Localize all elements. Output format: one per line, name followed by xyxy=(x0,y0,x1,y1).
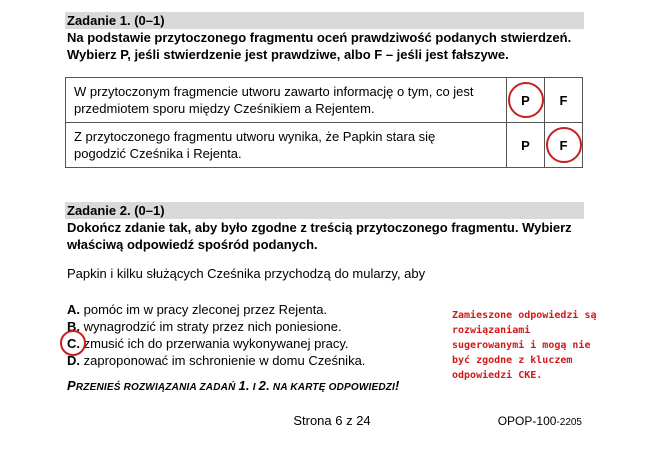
transfer-p4: I xyxy=(249,382,259,393)
statement-2 xyxy=(66,123,507,168)
answer-p-2[interactable] xyxy=(507,123,545,168)
disclaimer-line: odpowiedzi CKE. xyxy=(452,370,543,381)
option-b[interactable] xyxy=(67,318,365,335)
option-b-text: wynagrodzić im straty przez nich poniesione. xyxy=(80,319,342,334)
answer-f-1[interactable] xyxy=(545,78,583,123)
task1-instruction xyxy=(67,29,587,63)
disclaimer-line: Zamieszone odpowiedzi są xyxy=(452,310,597,321)
task2-instruction-line2: właściwą odpowiedź spośród podanych. xyxy=(67,237,318,252)
task1-instruction-line1: Na podstawie przytoczonego fragmentu oceń prawdziwość podanych stwierdzeń. xyxy=(67,30,572,45)
answer-p-1-label: P xyxy=(521,92,530,108)
transfer-p1: P xyxy=(67,378,76,393)
disclaimer-note xyxy=(452,308,612,383)
answer-f-1-label: F xyxy=(559,92,568,108)
statement-1 xyxy=(66,78,507,123)
task2-header-bar xyxy=(65,202,584,219)
answer-f-2-label: F xyxy=(559,137,568,153)
answer-p-2-label: P xyxy=(521,137,530,153)
task2-header: Zadanie 2. (0–1) xyxy=(67,203,165,218)
task2-instruction xyxy=(67,219,587,253)
selection-circle xyxy=(508,82,544,118)
table-row xyxy=(66,78,583,123)
exam-code-b: 100 xyxy=(536,414,557,428)
statement-1-line1: W przytoczonym fragmencie utworu zawarto informację o tym, co jest xyxy=(74,84,474,99)
option-d[interactable] xyxy=(67,352,365,369)
answer-p-1[interactable] xyxy=(507,78,545,123)
transfer-p2: RZENIEŚ ROZWIĄZANIA ZADAŃ xyxy=(75,382,239,393)
option-d-text: zaproponować im schronienie w domu Cześnika. xyxy=(80,353,366,368)
option-a-text: pomóc im w pracy zleconej przez Rejenta. xyxy=(80,302,328,317)
page-number: Strona 6 z 24 xyxy=(293,413,371,428)
transfer-p3: 1. xyxy=(238,378,250,393)
true-false-table xyxy=(65,77,583,168)
option-c[interactable] xyxy=(67,335,365,352)
task1-header-bar xyxy=(65,12,584,29)
statement-1-line2: przedmiotem sporu między Cześnikiem a Rejentem. xyxy=(74,101,375,116)
task1-instruction-line2: Wybierz P, jeśli stwierdzenie jest prawdziwe, albo F – jeśli jest fałszywe. xyxy=(67,47,509,62)
option-d-letter: D. xyxy=(67,353,80,368)
exam-code-a: OPOP- xyxy=(497,414,537,428)
task1-header: Zadanie 1. (0–1) xyxy=(67,13,165,28)
option-c-letter: C. xyxy=(67,336,80,351)
disclaimer-line: rozwiązaniami xyxy=(452,325,531,336)
selection-circle xyxy=(546,127,582,163)
option-a[interactable] xyxy=(67,301,365,318)
disclaimer-line: sugerowanymi i mogą nie xyxy=(452,340,591,351)
transfer-answers-note xyxy=(67,378,400,393)
task2-instruction-line1: Dokończ zdanie tak, aby było zgodne z treścią przytoczonego fragmentu. Wybierz xyxy=(67,220,572,235)
transfer-p5: 2. xyxy=(258,378,270,393)
transfer-p7: ! xyxy=(395,378,400,393)
option-b-letter: B. xyxy=(67,319,80,334)
option-a-letter: A. xyxy=(67,302,80,317)
answer-options xyxy=(67,301,365,369)
answer-f-2[interactable] xyxy=(545,123,583,168)
task2-stem: Papkin i kilku służących Cześnika przychodzą do mularzy, aby xyxy=(67,266,426,281)
statement-2-line1: Z przytoczonego fragmentu utworu wynika, że Papkin stara się xyxy=(74,129,436,144)
exam-code xyxy=(498,414,582,428)
disclaimer-line: być zgodne z kluczem xyxy=(452,355,573,366)
option-c-text: zmusić ich do przerwania wykonywanej pracy. xyxy=(80,336,349,351)
table-row xyxy=(66,123,583,168)
statement-2-line2: pogodzić Cześnika i Rejenta. xyxy=(74,146,242,161)
exam-code-c: -2205 xyxy=(556,417,582,428)
transfer-p6: NA KARTĘ ODPOWIEDZI xyxy=(269,382,396,393)
